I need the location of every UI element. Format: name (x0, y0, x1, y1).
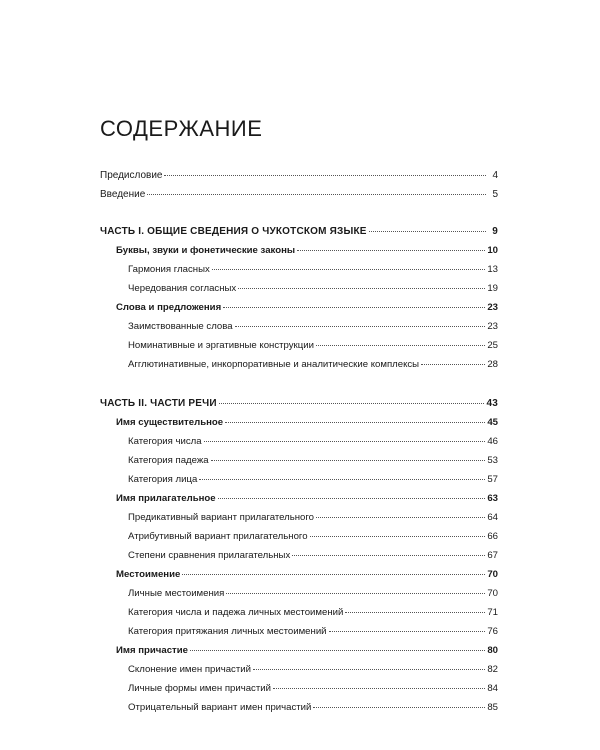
toc-entry-title: Личные местоимения (128, 588, 225, 599)
toc-entry-title: Заимствованные слова (128, 321, 233, 332)
toc-part-heading (100, 226, 498, 245)
toc-entry-title: ЧАСТЬ I. ОБЩИЕ СВЕДЕНИЯ О ЧУКОТСКОМ ЯЗЫКЕ (100, 226, 367, 237)
leader-dots (253, 669, 485, 670)
toc-entry-title: Степени сравнения прилагательных (128, 550, 291, 561)
toc-entry-title: Личные формы имен причастий (128, 683, 271, 694)
toc-entry-title: Категория падежа (128, 455, 209, 466)
toc-entry-page: 84 (487, 683, 498, 694)
toc-entry-page: 43 (486, 398, 498, 409)
toc-entry-title: Номинативные и эргативные конструкции (128, 340, 314, 351)
toc-subsection (100, 702, 498, 721)
leader-dots (273, 688, 485, 689)
toc-subsection (100, 455, 498, 474)
toc-entry-page: 13 (487, 264, 498, 275)
toc-subsection (100, 607, 498, 626)
toc-entry-title: Категория лица (128, 474, 198, 485)
leader-dots (421, 364, 485, 365)
toc-subsection (100, 283, 498, 302)
leader-dots (310, 536, 486, 537)
toc-entry-page: 28 (487, 359, 498, 370)
leader-dots (147, 194, 486, 195)
leader-dots (345, 612, 485, 613)
leader-dots (292, 555, 485, 556)
toc-subsection (100, 321, 498, 340)
leader-dots (218, 498, 486, 499)
toc-entry-page: 53 (487, 455, 498, 466)
toc-entry-page: 67 (487, 550, 498, 561)
toc-section (100, 302, 498, 321)
toc-entry-page: 46 (487, 436, 498, 447)
leader-dots (316, 345, 485, 346)
leader-dots (190, 650, 485, 651)
toc-subsection (100, 550, 498, 569)
page-title: СОДЕРЖАНИЕ (100, 116, 263, 141)
toc-subsection (100, 626, 498, 645)
toc-entry-page: 4 (492, 170, 498, 181)
spacer (100, 208, 498, 226)
leader-dots (225, 422, 485, 423)
leader-dots (369, 231, 486, 232)
toc-entry-title: Слова и предложения (116, 302, 222, 313)
toc-entry-title: Имя прилагательное (116, 493, 216, 504)
toc-subsection (100, 436, 498, 455)
toc-entry-title: Категория числа (128, 436, 202, 447)
leader-dots (182, 574, 485, 575)
toc-entry-title: Чередования согласных (128, 283, 237, 294)
toc-subsection (100, 531, 498, 550)
toc-entry-title: Местоимение (116, 569, 181, 580)
toc-entry (100, 189, 498, 208)
toc-entry-page: 23 (487, 302, 498, 313)
toc-entry-title: Отрицательный вариант имен причастий (128, 702, 312, 713)
toc-entry-page: 82 (487, 664, 498, 675)
toc-entry (100, 170, 498, 189)
toc-entry-title: ЧАСТЬ II. ЧАСТИ РЕЧИ (100, 398, 217, 409)
toc-entry-title: Категория числа и падежа личных местоимений (128, 607, 344, 618)
toc-entry-page: 85 (487, 702, 498, 713)
toc-entry-page: 76 (487, 626, 498, 637)
leader-dots (164, 175, 486, 176)
toc-entry-title: Агглютинативные, инкорпоративные и аналитические комплексы (128, 359, 420, 370)
leader-dots (199, 479, 485, 480)
leader-dots (212, 269, 486, 270)
toc-entry-title: Введение (100, 189, 146, 200)
toc-entry-page: 57 (487, 474, 498, 485)
toc-section (100, 245, 498, 264)
toc-subsection (100, 474, 498, 493)
leader-dots (226, 593, 485, 594)
toc-entry-page: 66 (487, 531, 498, 542)
toc-entry-page: 10 (487, 245, 498, 256)
toc-subsection (100, 340, 498, 359)
toc-entry-title: Предикативный вариант прилагательного (128, 512, 315, 523)
leader-dots (219, 403, 485, 404)
leader-dots (211, 460, 486, 461)
leader-dots (238, 288, 485, 289)
toc-section (100, 569, 498, 588)
toc-entry-page: 70 (487, 569, 498, 580)
toc-subsection (100, 264, 498, 283)
toc-entry-title: Имя существительное (116, 417, 224, 428)
toc-entry-page: 19 (487, 283, 498, 294)
spacer (100, 378, 498, 398)
toc-subsection (100, 588, 498, 607)
toc-section (100, 645, 498, 664)
toc-entry-page: 5 (492, 189, 498, 200)
table-of-contents (100, 170, 498, 721)
leader-dots (316, 517, 485, 518)
toc-entry-page: 70 (487, 588, 498, 599)
leader-dots (313, 707, 485, 708)
toc-subsection (100, 512, 498, 531)
toc-subsection (100, 359, 498, 378)
toc-entry-page: 45 (487, 417, 498, 428)
toc-entry-title: Буквы, звуки и фонетические законы (116, 245, 296, 256)
toc-entry-title: Гармония гласных (128, 264, 210, 275)
leader-dots (235, 326, 486, 327)
toc-entry-title: Категория притяжания личных местоимений (128, 626, 327, 637)
toc-entry-page: 64 (487, 512, 498, 523)
toc-entry-page: 71 (487, 607, 498, 618)
toc-entry-page: 80 (487, 645, 498, 656)
leader-dots (297, 250, 485, 251)
toc-entry-title: Имя причастие (116, 645, 188, 656)
leader-dots (204, 441, 486, 442)
toc-entry-page: 63 (487, 493, 498, 504)
toc-entry-page: 23 (487, 321, 498, 332)
toc-entry-title: Предисловие (100, 170, 163, 181)
toc-part-heading (100, 398, 498, 417)
toc-entry-page: 25 (487, 340, 498, 351)
toc-subsection (100, 664, 498, 683)
toc-section (100, 417, 498, 436)
toc-entry-title: Склонение имен причастий (128, 664, 251, 675)
leader-dots (329, 631, 486, 632)
toc-entry-page: 9 (492, 226, 498, 237)
toc-section (100, 493, 498, 512)
toc-entry-title: Атрибутивный вариант прилагательного (128, 531, 308, 542)
leader-dots (223, 307, 485, 308)
toc-subsection (100, 683, 498, 702)
